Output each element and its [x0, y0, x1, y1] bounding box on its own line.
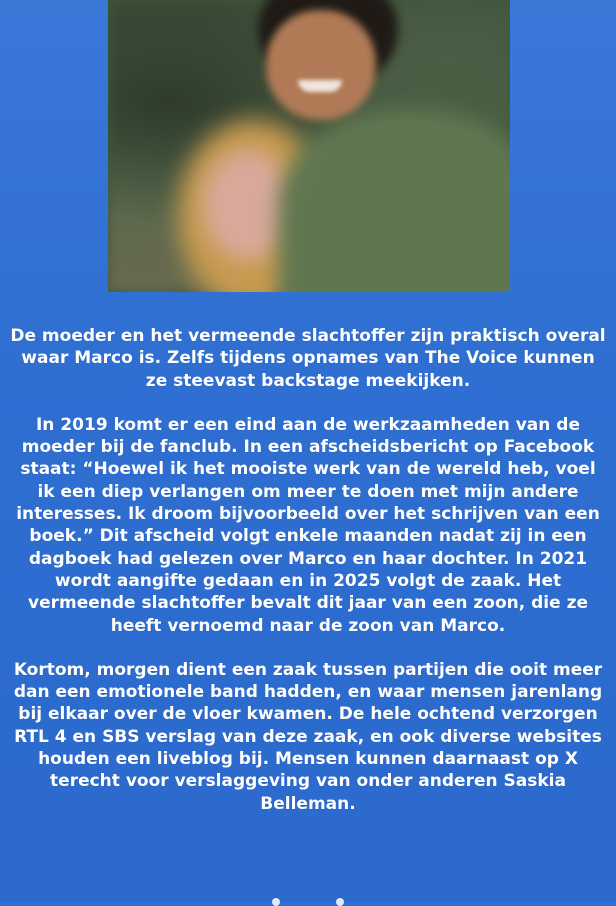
photo-blurred-shirt — [278, 110, 510, 292]
blurred-photo — [108, 0, 510, 292]
story-paragraph-1: De moeder en het vermeende slachtoffer zijn praktisch overal waar Marco is. Zelfs tijdens opnames van The Voice kunnen ze steevast backstage meekijken. — [10, 326, 606, 391]
story-progress-dots — [0, 898, 616, 902]
photo-blurred-face — [266, 10, 376, 120]
story-dot-2 — [336, 898, 344, 906]
story-text — [10, 325, 606, 837]
photo-blurred-smile — [298, 80, 342, 92]
story-paragraph-2: In 2019 komt er een eind aan de werkzaamheden van de moeder bij de fanclub. In een afscheidsbericht op Facebook staat: “Hoewel ik het mooiste werk van de wereld heb, voel ik een diep verlangen om meer te doen met mijn andere interesses. Ik droom bijvoorbeeld over het schrijven van een boek.” Dit afscheid volgt enkele maanden nadat zij in een dagboek had gelezen over Marco en haar dochter. In 2021 wordt aangifte gedaan en in 2025 volgt de zaak. Het vermeende slachtoffer bevalt dit jaar van een zoon, die ze heeft vernoemd naar de zoon van Marco. — [16, 414, 600, 636]
story-paragraph-3: Kortom, morgen dient een zaak tussen partijen die ooit meer dan een emotionele band hadden, en waar mensen jarenlang bij elkaar over de vloer kwamen. De hele ochtend verzorgen RTL 4 en SBS verslag van deze zaak, en ook diverse websites houden een liveblog bij. Mensen kunnen daarnaast op X terecht voor verslaggeving van onder anderen Saskia Belleman. — [13, 659, 603, 814]
story-dot-1 — [272, 898, 280, 906]
